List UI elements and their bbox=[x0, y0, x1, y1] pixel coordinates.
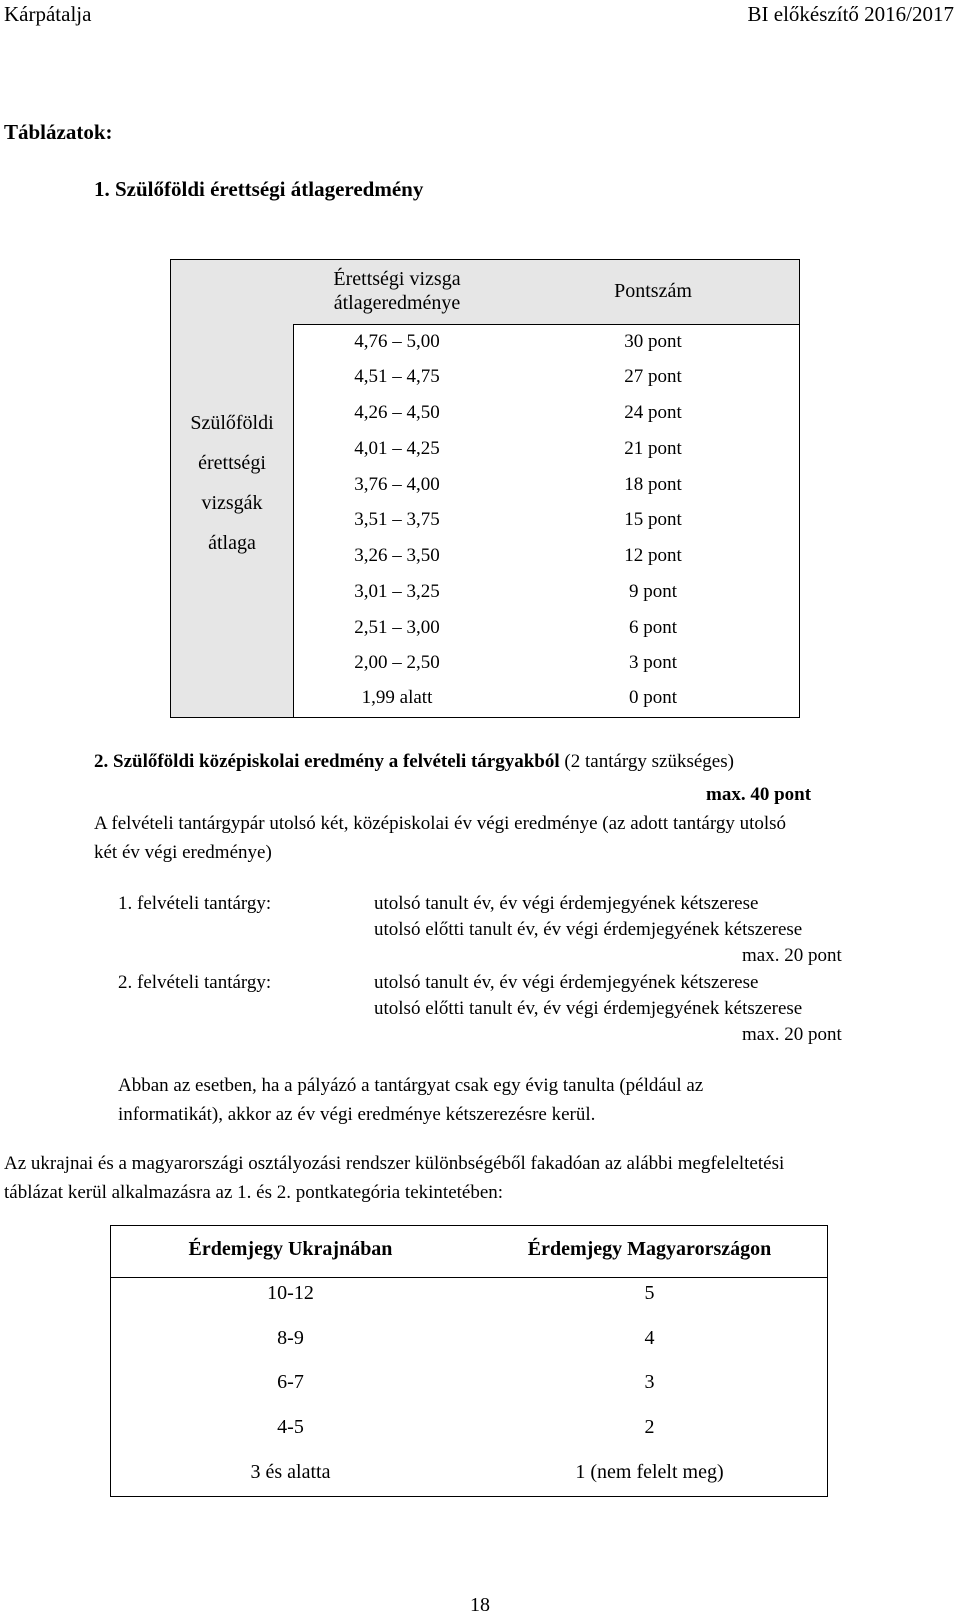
conversion-intro-line2: táblázat kerül alkalmazásra az 1. és 2. pontkategória tekintetében: bbox=[4, 1182, 504, 1203]
points-cell: 15 pont bbox=[624, 509, 682, 530]
range-cell: 3,76 – 4,00 bbox=[354, 474, 440, 495]
range-cell: 2,00 – 2,50 bbox=[354, 652, 440, 673]
header-divider bbox=[110, 1277, 828, 1278]
header-left: Kárpátalja bbox=[4, 2, 92, 26]
range-cell: 2,51 – 3,00 bbox=[354, 617, 440, 638]
range-cell: 4,76 – 5,00 bbox=[354, 331, 440, 352]
col1-header bbox=[293, 267, 501, 315]
subject2-line2: utolsó előtti tanult év, év végi érdemjegyének kétszerese bbox=[374, 998, 803, 1019]
points-cell: 18 pont bbox=[624, 474, 682, 495]
range-cell: 4,01 – 4,25 bbox=[354, 438, 440, 459]
points-cell: 3 pont bbox=[628, 652, 678, 673]
range-cell: 3,51 – 3,75 bbox=[354, 509, 440, 530]
header-right: BI előkészítő 2016/2017 bbox=[747, 2, 954, 26]
page-title: Táblázatok: bbox=[4, 120, 113, 144]
range-cell: 3,01 – 3,25 bbox=[354, 581, 440, 602]
subject1-max: max. 20 pont bbox=[742, 945, 842, 966]
ua-grade-cell: 4-5 bbox=[277, 1416, 304, 1438]
points-cell: 24 pont bbox=[624, 402, 682, 423]
section1-title: 1. Szülőföldi érettségi átlageredmény bbox=[94, 177, 424, 201]
hu-grade-cell: 3 bbox=[644, 1371, 655, 1393]
subject1-line1: utolsó tanult év, év végi érdemjegyének kétszerese bbox=[374, 893, 759, 914]
section2-title bbox=[94, 751, 734, 773]
note-line2: informatikát), akkor az év végi eredménye kétszerezésre kerül. bbox=[118, 1104, 596, 1125]
conversion-intro-line1: Az ukrajnai és a magyarországi osztályozási rendszer különbségéből fakadóan az alábbi megfeleltetési bbox=[4, 1153, 785, 1174]
left-label-line: vizsgák bbox=[201, 492, 263, 514]
subject1-label: 1. felvételi tantárgy: bbox=[118, 893, 272, 914]
col1-header-line: Érettségi vizsga bbox=[333, 268, 461, 290]
table-frame bbox=[110, 1225, 828, 1497]
grade-conversion-table bbox=[110, 1225, 828, 1497]
range-cell: 4,26 – 4,50 bbox=[354, 402, 440, 423]
hu-grade-cell: 5 bbox=[644, 1282, 655, 1304]
col-header-hungary: Érdemjegy Magyarországon bbox=[527, 1238, 772, 1260]
subject1-line2: utolsó előtti tanult év, év végi érdemjegyének kétszerese bbox=[374, 919, 803, 940]
hu-grade-cell: 1 (nem felelt meg) bbox=[575, 1461, 724, 1483]
section2-max: max. 40 pont bbox=[706, 784, 812, 805]
points-cell: 6 pont bbox=[628, 617, 678, 638]
points-cell: 12 pont bbox=[624, 545, 682, 566]
ua-grade-cell: 10-12 bbox=[267, 1282, 314, 1304]
hu-grade-cell: 2 bbox=[644, 1416, 655, 1438]
left-label-line: átlaga bbox=[208, 532, 256, 554]
section2-title-rest: (2 tantárgy szükséges) bbox=[559, 751, 734, 772]
ua-grade-cell: 6-7 bbox=[277, 1371, 304, 1393]
left-label-line: érettségi bbox=[198, 452, 266, 474]
section2-desc-line1: A felvételi tantárgypár utolsó két, középiskolai év végi eredménye (az adott tantárgy utolsó bbox=[94, 813, 787, 834]
col1-header-line: átlageredménye bbox=[333, 292, 461, 314]
note-line1: Abban az esetben, ha a pályázó a tantárgyat csak egy évig tanulta (például az bbox=[118, 1075, 704, 1096]
points-cell: 0 pont bbox=[628, 687, 678, 708]
subject2-max: max. 20 pont bbox=[742, 1024, 842, 1045]
section2-desc-line2: két év végi eredménye) bbox=[94, 842, 272, 863]
points-cell: 30 pont bbox=[624, 331, 682, 352]
col2-header: Pontszám bbox=[614, 280, 692, 302]
range-cell: 4,51 – 4,75 bbox=[354, 366, 440, 387]
ua-grade-cell: 8-9 bbox=[277, 1327, 304, 1349]
left-label-line: Szülőföldi bbox=[190, 412, 274, 434]
average-points-table bbox=[170, 259, 958, 718]
points-cell: 27 pont bbox=[624, 366, 682, 387]
subject2-label: 2. felvételi tantárgy: bbox=[118, 972, 272, 993]
ua-grade-cell: 3 és alatta bbox=[250, 1461, 331, 1483]
col-header-ukraine: Érdemjegy Ukrajnában bbox=[188, 1238, 393, 1260]
range-cell: 1,99 alatt bbox=[361, 687, 433, 708]
hu-grade-cell: 4 bbox=[644, 1327, 655, 1349]
section2-title-bold: 2. Szülőföldi középiskolai eredmény a felvételi tárgyakból bbox=[94, 751, 560, 772]
range-cell: 3,26 – 3,50 bbox=[354, 545, 440, 566]
page-number: 18 bbox=[470, 1594, 490, 1616]
table-left-label bbox=[170, 403, 294, 563]
subject2-line1: utolsó tanult év, év végi érdemjegyének kétszerese bbox=[374, 972, 759, 993]
points-cell: 21 pont bbox=[624, 438, 682, 459]
points-cell: 9 pont bbox=[628, 581, 678, 602]
